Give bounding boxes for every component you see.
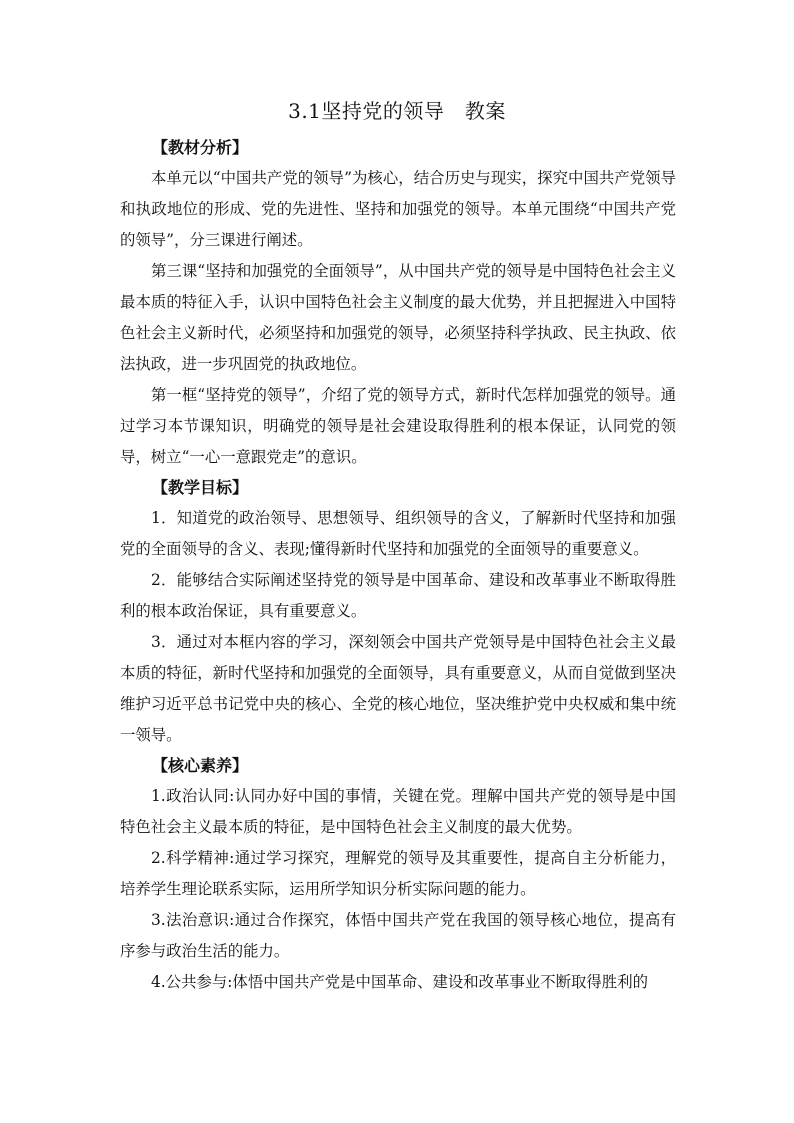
section-heading: 【核心素养】 <box>152 756 249 775</box>
paragraph: 第三课“坚持和加强党的全面领导”，从中国共产党的领导是中国特色社会主义最本质的特征入手，认识中国特色社会主义制度的最大优势，并且把握进入中国特色社会主义新时代，必须坚持和加强党的领导，必须坚持科学执政、民主执政、依法执政，进一步巩固党的执政地位。 <box>120 262 676 373</box>
paragraph: 3．通过对本框内容的学习，深刻领会中国共产党领导是中国特色社会主义最本质的特征，新时代坚持和加强党的全面领导，具有重要意义，从而自觉做到坚决维护习近平总书记党中央的核心、全党的核心地位，坚决维护党中央权威和集中统一领导。 <box>120 633 676 744</box>
paragraph: 1.政治认同:认同办好中国的事情，关键在党。理解中国共产党的领导是中国特色社会主义最本质的特征，是中国特色社会主义制度的最大优势。 <box>120 787 676 836</box>
paragraph: 4.公共参与:体悟中国共产党是中国革命、建设和改革事业不断取得胜利的 <box>151 973 648 991</box>
paragraph: 1．知道党的政治领导、思想领导、组织领导的含义，了解新时代坚持和加强党的全面领导的含义、表现;懂得新时代坚持和加强党的全面领导的重要意义。 <box>120 509 676 558</box>
paragraph: 2.科学精神:通过学习探究，理解党的领导及其重要性，提高自主分析能力，培养学生理论联系实际，运用所学知识分析实际问题的能力。 <box>120 849 676 898</box>
section-heading: 【教学目标】 <box>152 478 249 497</box>
paragraph: 2．能够结合实际阐述坚持党的领导是中国革命、建设和改革事业不断取得胜利的根本政治保证，具有重要意义。 <box>120 571 676 620</box>
section-core-literacy <box>120 751 676 998</box>
paragraph: 第一框“坚持党的领导”，介绍了党的领导方式，新时代怎样加强党的领导。通过学习本节课知识，明确党的领导是社会建设取得胜利的根本保证，认同党的领导，树立“一心一意跟党走”的意识。 <box>120 386 676 466</box>
paragraph: 3.法治意识:通过合作探究，体悟中国共产党在我国的领导核心地位，提高有序参与政治生活的能力。 <box>120 911 676 960</box>
document-body <box>120 133 676 998</box>
section-textbook-analysis <box>120 133 676 473</box>
page-title: 3.1坚持党的领导 教案 <box>288 99 506 123</box>
section-heading: 【教材分析】 <box>152 138 249 157</box>
paragraph: 本单元以“中国共产党的领导”为核心，结合历史与现实，探究中国共产党领导和执政地位的形成、党的先进性、坚持和加强党的领导。本单元围绕“中国共产党的领导”，分三课进行阐述。 <box>120 169 676 249</box>
section-teaching-goals <box>120 473 676 751</box>
